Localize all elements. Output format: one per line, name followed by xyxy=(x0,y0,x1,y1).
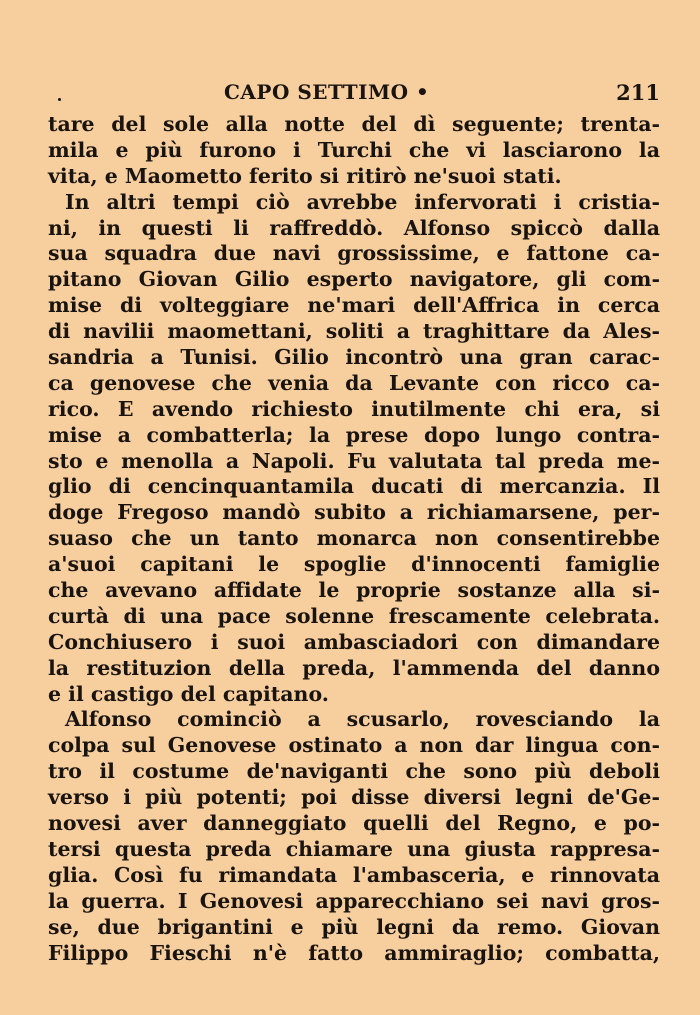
text-line: sua squadra due navi grossissime, e fattone ca- xyxy=(48,241,660,266)
page-header xyxy=(48,78,660,108)
text-line: Conchiusero i suoi ambasciadori con dimandare xyxy=(48,629,660,654)
text-line: curtà di una pace solenne frescamente celebrata. xyxy=(48,603,660,628)
text-line: di navilii maomettani, soliti a traghittare da Ales- xyxy=(48,319,660,344)
text-line: tare del sole alla notte del dì seguente; trenta- xyxy=(48,112,660,136)
text-line: Filippo Fieschi n'è fatto ammiraglio; combatta, xyxy=(48,940,660,965)
text-line: mise di volteggiare ne'mari dell'Affrica in cerca xyxy=(48,293,660,318)
text-line: verso i più potenti; poi disse diversi legni de'Ge- xyxy=(48,785,660,810)
text-line: mise a combatterla; la prese dopo lungo contra- xyxy=(48,422,660,447)
page-number: 211 xyxy=(616,80,660,105)
text-line: tersi questa preda chiamare una giusta rappresa- xyxy=(48,836,660,861)
ink-speck xyxy=(58,98,61,101)
body-text xyxy=(48,112,660,966)
text-line: glia. Così fu rimandata l'ambasceria, e rinnovata xyxy=(48,862,660,887)
text-line: che avevano affidate le proprie sostanze alla si- xyxy=(48,578,660,603)
text-line: vita, e Maometto ferito si ritirò ne'suoi stati. xyxy=(48,163,562,188)
text-line: doge Fregoso mandò subito a richiamarsene, per- xyxy=(48,500,660,525)
text-line: colpa sul Genovese ostinato a non dar lingua con- xyxy=(48,733,660,758)
text-line: se, due brigantini e più legni da remo. Giovan xyxy=(48,914,660,939)
text-line: e il castigo del capitano. xyxy=(48,681,329,706)
text-line: tro il costume de'naviganti che sono più deboli xyxy=(48,759,660,784)
text-line: ni, in questi li raffreddò. Alfonso spiccò dalla xyxy=(48,215,660,240)
text-line: sandria a Tunisi. Gilio incontrò una gran carac- xyxy=(48,345,660,370)
text-line: sto e menolla a Napoli. Fu valutata tal preda me- xyxy=(48,448,660,473)
text-line: rico. E avendo richiesto inutilmente chi era, si xyxy=(48,396,660,421)
text-line: la guerra. I Genovesi apparecchiano sei navi gros- xyxy=(48,888,660,913)
text-line: Alfonso cominciò a scusarlo, rovesciando la xyxy=(65,707,660,732)
text-line: mila e più furono i Turchi che vi lasciarono la xyxy=(48,137,660,162)
text-line: ca genovese che venia da Levante con ricco ca- xyxy=(48,370,660,395)
text-line: novesi aver danneggiato quelli del Regno, e po- xyxy=(48,811,660,836)
text-line: pitano Giovan Gilio esperto navigatore, gli com- xyxy=(48,267,660,292)
text-line: In altri tempi ciò avrebbe infervorati i cristia- xyxy=(65,189,660,214)
text-line: glio di cencinquantamila ducati di mercanzia. Il xyxy=(48,474,660,499)
text-line: la restituzion della preda, l'ammenda del danno xyxy=(48,655,660,680)
text-line: suaso che un tanto monarca non consentirebbe xyxy=(48,526,660,551)
running-title: CAPO SETTIMO • xyxy=(224,80,430,104)
text-line: a'suoi capitani le spoglie d'innocenti famiglie xyxy=(48,552,660,577)
